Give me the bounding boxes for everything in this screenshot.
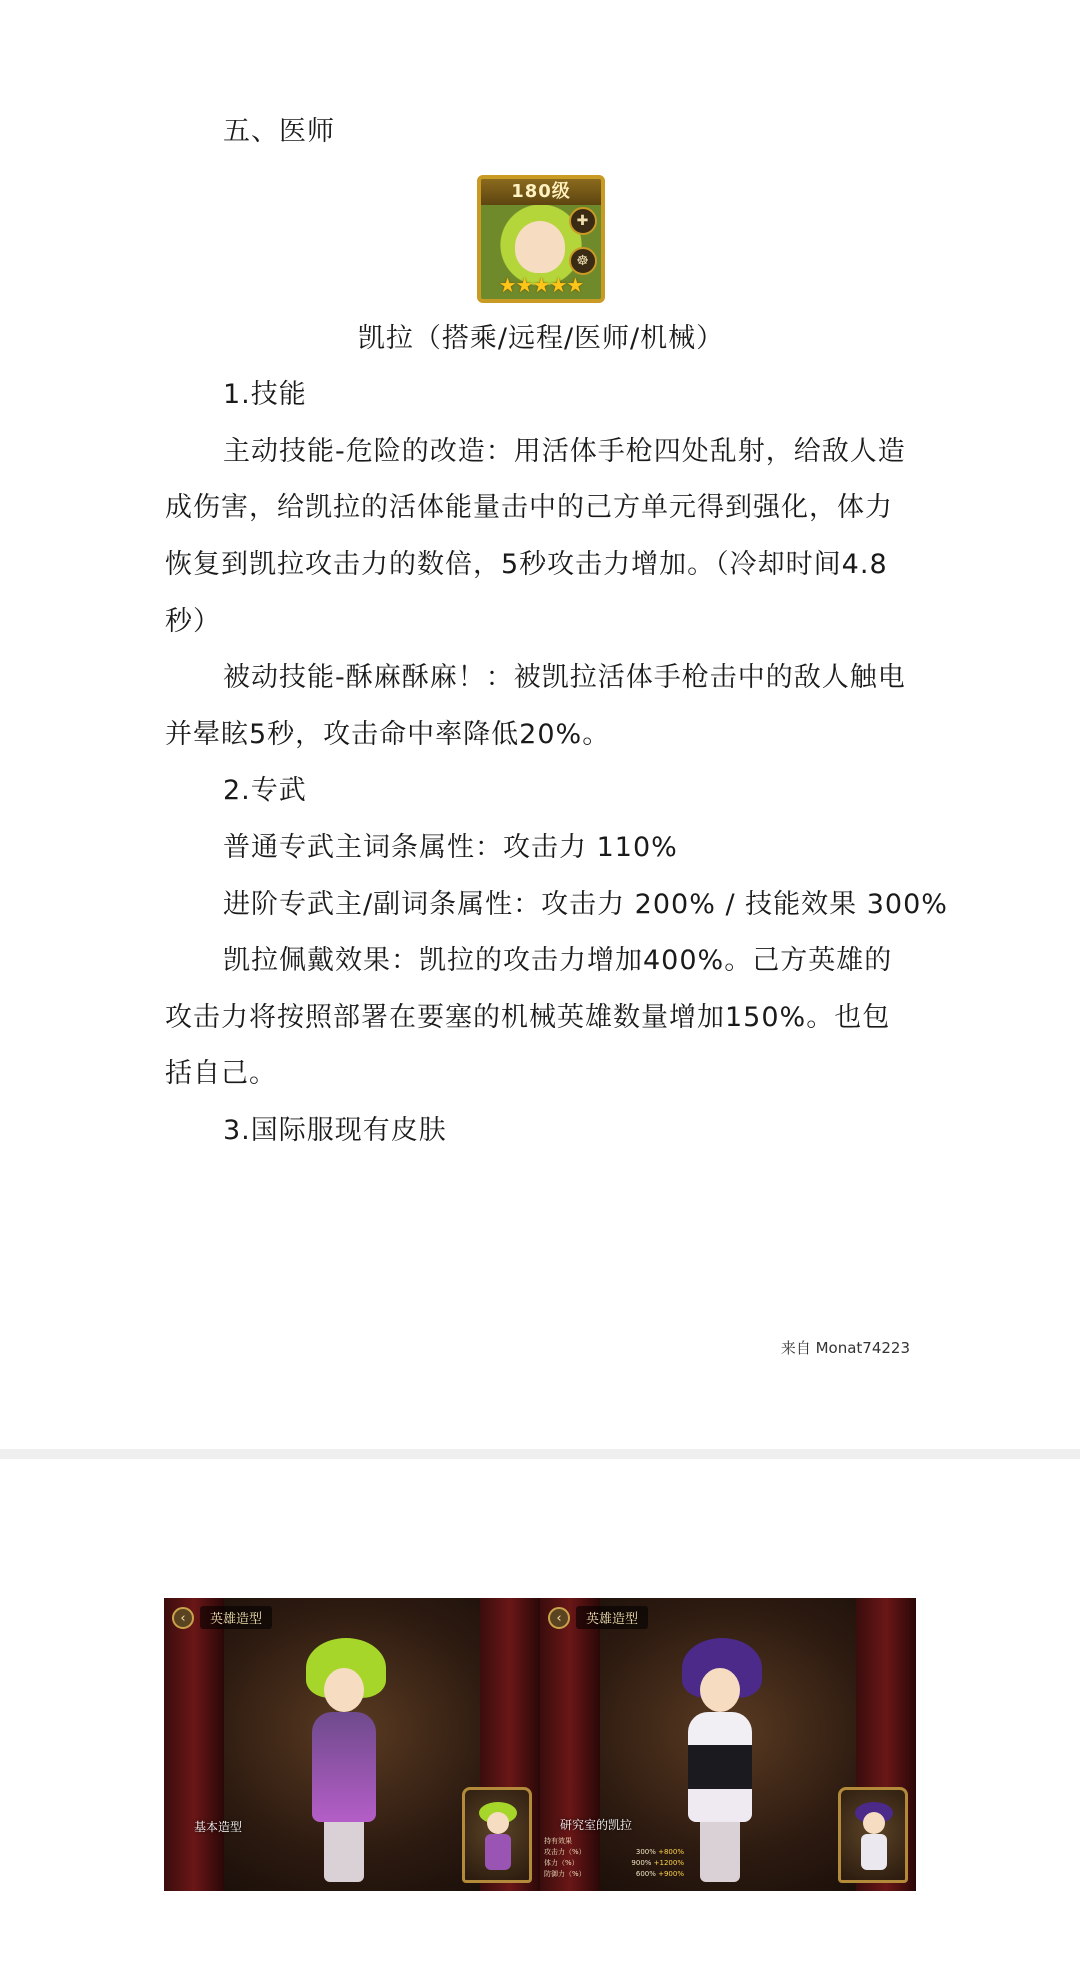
skin-name-label: 基本造型 (194, 1820, 243, 1834)
panel-header (548, 1606, 648, 1629)
outfit (312, 1712, 376, 1822)
head (700, 1668, 740, 1712)
skills-heading: 1.技能 (223, 379, 307, 411)
exclusive-advanced-text: 进阶专武主/副词条属性：攻击力 200% / 技能效果 300% (223, 888, 948, 920)
panel-header (172, 1606, 272, 1629)
hero-face (515, 221, 565, 273)
effect-base: 600% (635, 1870, 656, 1878)
effect-base: 300% (635, 1848, 656, 1856)
source-credit: 来自 Monat74223 (780, 1339, 910, 1357)
effect-row (544, 1858, 684, 1869)
hero-icon-wrap (165, 175, 917, 303)
skin-thumbnail-basic[interactable] (462, 1787, 532, 1883)
exclusive-heading: 2.专武 (223, 775, 307, 807)
exclusive-normal-text: 普通专武主词条属性：攻击力 110% (223, 831, 678, 863)
back-arrow-icon[interactable]: ‹ (172, 1607, 194, 1629)
skin-panel-lab (540, 1598, 916, 1891)
owned-effects (544, 1836, 684, 1880)
effect-gain: +900% (658, 1870, 684, 1878)
active-skill-text: 主动技能-危险的改造：用活体手枪四处乱射，给敌人造成伤害，给凯拉的活体能量击中的己方单元得到强化，体力恢复到凯拉攻击力的数倍，5秒攻击力增加。（冷却时间4.8秒） (165, 435, 906, 637)
skin-name-label: 研究室的凯拉 (560, 1818, 633, 1832)
effect-label: 体力（%） (544, 1859, 579, 1867)
mini-head (487, 1812, 509, 1834)
effect-gain: +800% (658, 1848, 684, 1856)
effect-base: 900% (631, 1859, 652, 1867)
legs (324, 1822, 364, 1882)
document-body (165, 104, 948, 1160)
passive-skill-text: 被动技能-酥麻酥麻！：被凯拉活体手枪击中的敌人触电并晕眩5秒，攻击命中率降低20%。 (165, 662, 906, 750)
mini-head (863, 1812, 885, 1834)
star-rating: ★★★★★ (498, 272, 584, 297)
hero-name: 凯拉（搭乘/远程/医师/机械） (357, 322, 725, 354)
panel-title: 英雄造型 (200, 1606, 272, 1629)
panel-title: 英雄造型 (576, 1606, 648, 1629)
section-title: 五、医师 (223, 116, 335, 147)
cross-icon: ✚ (569, 207, 597, 235)
curtain-left (164, 1598, 224, 1891)
mini-body (485, 1834, 511, 1870)
effect-row (544, 1869, 684, 1880)
hero-character-basic (284, 1638, 404, 1888)
effect-label: 攻击力（%） (544, 1848, 586, 1856)
wear-effect-text: 凯拉佩戴效果：凯拉的攻击力增加400%。己方英雄的攻击力将按照部署在要塞的机械英雄数量增加150%。也包括自己。 (165, 945, 893, 1090)
effect-gain: +1200% (653, 1859, 684, 1867)
skin-gallery (164, 1598, 916, 1891)
effects-title: 持有效果 (544, 1837, 572, 1845)
skins-heading: 3.国际服现有皮肤 (223, 1114, 447, 1146)
hero-level-label: 180级 (481, 179, 601, 205)
legs (700, 1822, 740, 1882)
outfit (688, 1712, 752, 1822)
skin-panel-basic (164, 1598, 540, 1891)
effect-label: 防御力（%） (544, 1870, 586, 1878)
mini-body (861, 1834, 887, 1870)
hero-avatar-icon (477, 175, 605, 303)
effect-row (544, 1847, 684, 1858)
section-divider (0, 1449, 1080, 1459)
head (324, 1668, 364, 1712)
skin-thumbnail-lab[interactable] (838, 1787, 908, 1883)
gear-icon: ☸ (569, 247, 597, 275)
back-arrow-icon[interactable]: ‹ (548, 1607, 570, 1629)
